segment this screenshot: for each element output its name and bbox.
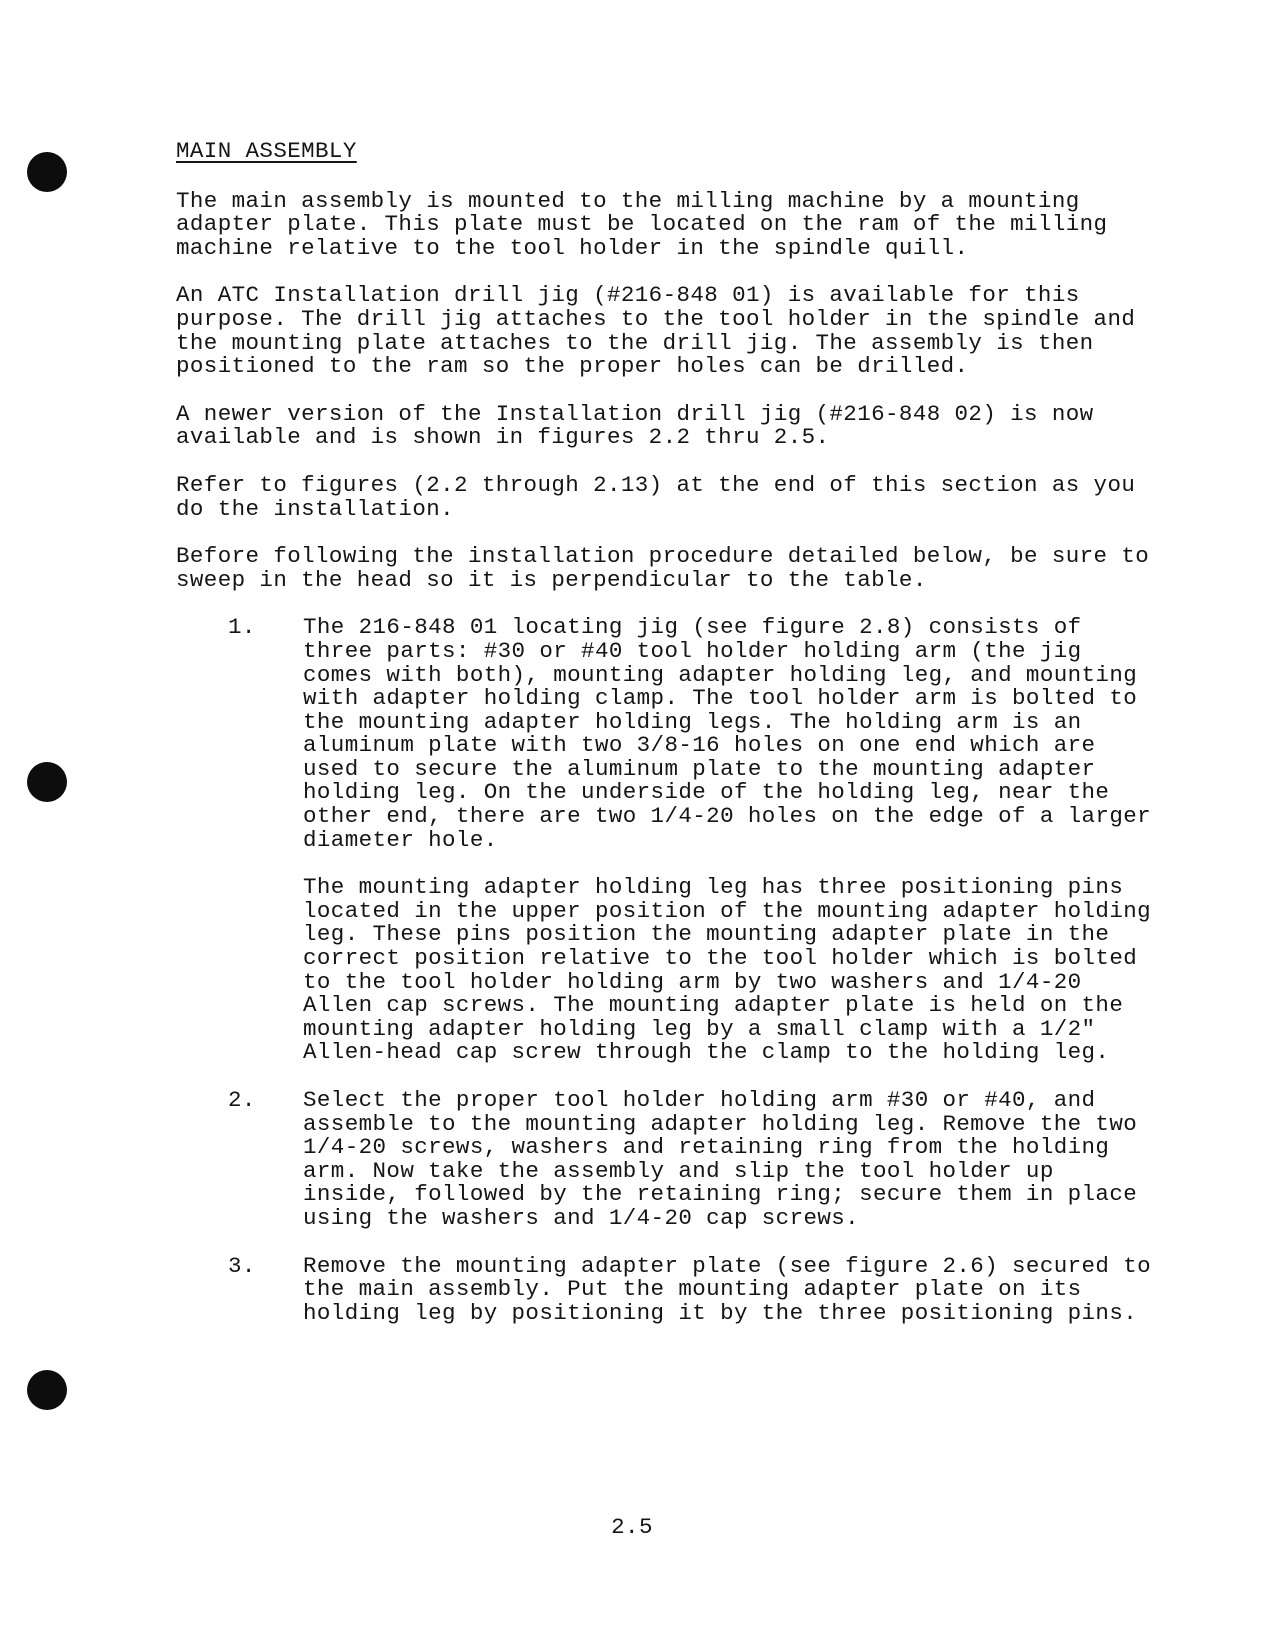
step-1 [176,616,1156,1065]
step-paragraph: Remove the mounting adapter plate (see figure 2.6) secured to the main assembly. Put the mounting adapter plate on its holding leg by positioning it by the three positioning pins. [303,1252,1152,1326]
punch-hole-middle [27,762,67,802]
step-paragraph: Select the proper tool holder holding arm #30 or #40, and assemble to the mounting adapter holding leg. Remove the two 1/4-20 screws, washers and retaining ring from the holding arm. Now take the assembly and slip the tool holder up inside, followed by the retaining ring; secure them in place using the washers and 1/4-20 cap screws. [303,1087,1138,1231]
intro-paragraph: The main assembly is mounted to the milling machine by a mounting adapter plate. This plate must be located on the ram of the milling machine relative to the tool holder in the spindle quill. [176,187,1108,261]
figures-reference-paragraph: Refer to figures (2.2 through 2.13) at the end of this section as you do the installation. [176,471,1136,522]
step-paragraph: The mounting adapter holding leg has three positioning pins located in the upper position of the mounting adapter holding leg. These pins position the mounting adapter plate in the correct position relative to the tool holder which is bolted to the tool holder holding arm by two washers and 1/4-20 Allen cap screws. The mounting adapter plate is held on the mounting adapter holding leg by a small clamp with a 1/2" Allen-head cap screw through the clamp to the holding leg. [303,874,1152,1066]
page-number: 2.5 [611,1514,653,1540]
step-paragraph: The 216-848 01 locating jig (see figure 2.8) consists of three parts: #30 or #40 tool holder holding arm (the jig comes with both), mounting adapter holding leg, and mounting with adapter holding clamp. The tool holder arm is bolted to the mounting adapter holding legs. The holding arm is an aluminum plate with two 3/8-16 holes on one end which are used to secure the aluminum plate to the mounting adapter holding leg. On the underside of the holding leg, near the other end, there are two 1/4-20 holes on the edge of a larger diameter hole. [303,614,1152,853]
punch-hole-top [27,152,67,192]
punch-hole-bottom [27,1370,67,1410]
step-2 [176,1089,1156,1231]
step-number: 1. [228,614,256,641]
page-content [176,140,1156,1349]
step-3 [176,1252,1156,1326]
before-install-paragraph: Before following the installation procedure detailed below, be sure to sweep in the head so it is perpendicular to the table. [176,543,1150,593]
step-number: 2. [228,1087,256,1113]
section-heading: MAIN ASSEMBLY [176,138,357,164]
step-number: 3. [228,1252,256,1279]
newer-version-paragraph: A newer version of the Installation drill jig (#216-848 02) is now available and is shown in figures 2.2 thru 2.5. [176,400,1094,451]
drill-jig-paragraph: An ATC Installation drill jig (#216-848 01) is available for this purpose. The drill jig attaches to the tool holder in the spindle and the mounting plate attaches to the drill jig. The assembly is then positioned to the ram so the proper holes can be drilled. [176,282,1136,380]
